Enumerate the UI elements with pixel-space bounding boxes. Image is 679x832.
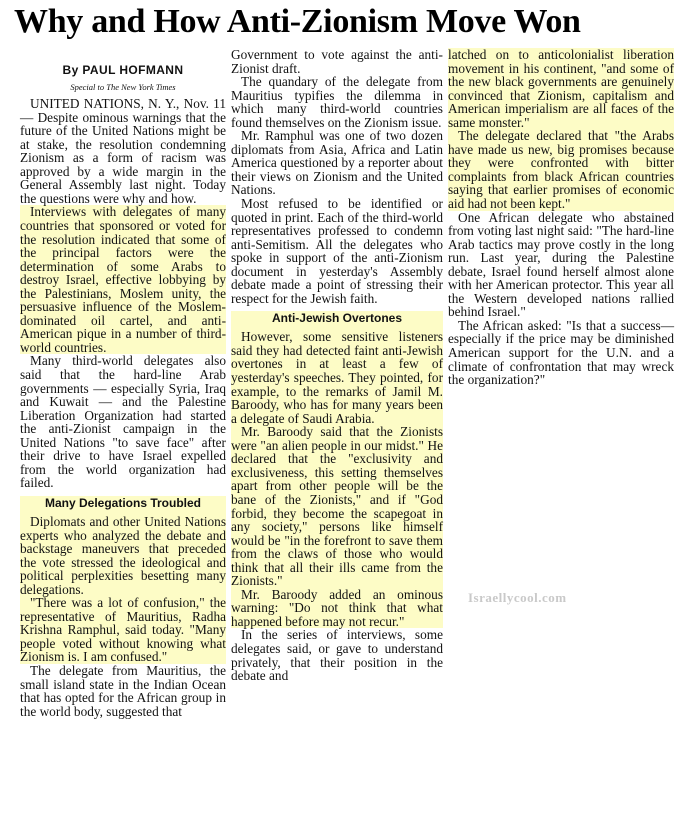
article-column-3 (448, 48, 674, 387)
highlighted-paragraph: However, some sensitive listeners said they had detected faint anti-Jewish overtones in at least a few of yesterday's speeches. They pointed, for example, to the remarks of Jamil M. Baroody, who has for many years been a delegate of Saudi Arabia. (231, 329, 443, 426)
article-column-2 (231, 48, 443, 683)
paragraph: One African delegate who abstained from voting last night said: "The hard-line Arab tactics may prove costly in the long run. Last year, during the Palestine debate, Israel found herself almost alone with her American protector. This year all the Western developed nations rallied behind Israel." (448, 209, 674, 320)
highlighted-paragraph: Mr. Baroody added an ominous warning: "Do not think that what happened before may not recur." (231, 586, 443, 629)
paragraph: The African asked: "Is that a success—especially if the price may be diminished American support for the U.N. and a climate of confrontation that may wreck the organization?" (448, 317, 674, 388)
paragraph: Government to vote against the anti-Zionist draft. (231, 47, 443, 76)
paragraph: Mr. Ramphul was one of two dozen diplomats from Asia, Africa and Latin America questioned by a reporter about their views on Zionism and the United Nations. (231, 128, 443, 198)
watermark: Israellycool.com (468, 590, 567, 605)
special-dateline: Special to The New York Times (70, 81, 176, 92)
paragraph: The delegate from Mauritius, the small island state in the Indian Ocean that has opted for the African group in the world body, suggested that (20, 662, 226, 719)
highlighted-paragraph: The delegate declared that "the Arabs have made us new, big promises because they were confronted with bitter complaints from black African countries saying that earlier promises of economic aid had not been kept." (448, 128, 674, 212)
byline: By PAUL HOFMANN (62, 63, 184, 77)
headline: Why and How Anti-Zionism Move Won (14, 3, 581, 40)
highlighted-paragraph: "There was a lot of confusion," the representative of Mauritius, Radha Krishna Ramphul, said today. "Many people voted without knowing what Zionism is. I am confused." (20, 595, 226, 665)
paragraph: Most refused to be identified or quoted in print. Each of the third-world representatives professed to condemn anti-Semitism. All the delegates who spoke in support of the anti-Zionism document in yesterday's Assembly debate made a point of stressing their respect for the Jewish faith. (231, 196, 443, 306)
paragraph: The quandary of the delegate from Mauritius typifies the dilemma in which many third-world countries found themselves on the Zionism issue. (231, 74, 443, 130)
paragraph: In the series of interviews, some delegates said, or gave to understand privately, that their position in the debate and (231, 627, 443, 684)
highlighted-paragraph: latched on to anticolonialist liberation movement in his continent, "and some of the new black governments are genuinely convinced that Zionism, capitalism and American imperialism are all faces of the same monster." (448, 47, 674, 130)
subheading: Many Delegations Troubled (44, 495, 202, 510)
paragraph: UNITED NATIONS, N. Y., Nov. 11 — Despite ominous warnings that the future of the United Nations might be at stake, the resolution condemning Zionism as a form of racism was approved by a wide margin in the General Assembly last night. Today the questions were why and how. (20, 96, 226, 206)
highlighted-paragraph: Diplomats and other United Nations experts who analyzed the debate and backstage maneuvers that preceded the vote stressed the ideological and political perplexities besetting many delegations. (20, 513, 226, 597)
article-column-1 (20, 48, 226, 718)
paragraph: Many third-world delegates also said that the hard-line Arab governments — especially Syria, Iraq and Kuwait — and the Palestine Liberation Organization had started the anti-Zionist campaign in the United Nations "to save face" after their drive to have Israel expelled from the world organization had failed. (20, 353, 226, 491)
subheading: Anti-Jewish Overtones (271, 311, 403, 326)
highlighted-paragraph: Interviews with delegates of many countries that sponsored or voted for the resolution indicated that some of the principal factors were the determination of some Arabs to destroy Israel, effective lobbying by the Palestinians, Moslem unity, the persuasive influence of the Moslem-dominated oil cartel, and anti-American pique in a number of third-world countries. (20, 204, 226, 355)
highlighted-paragraph: Mr. Baroody said that the Zionists were "an alien people in our midst." He declared that the "exclusivity and exclusiveness, this setting themselves apart from other people will be the bane of the Zionists," and if "God forbid, they become the scapegoat in any society," persons like himself would be "in the forefront to save them from the claws of those who would think that all their ills came from the Zionists." (231, 424, 443, 589)
